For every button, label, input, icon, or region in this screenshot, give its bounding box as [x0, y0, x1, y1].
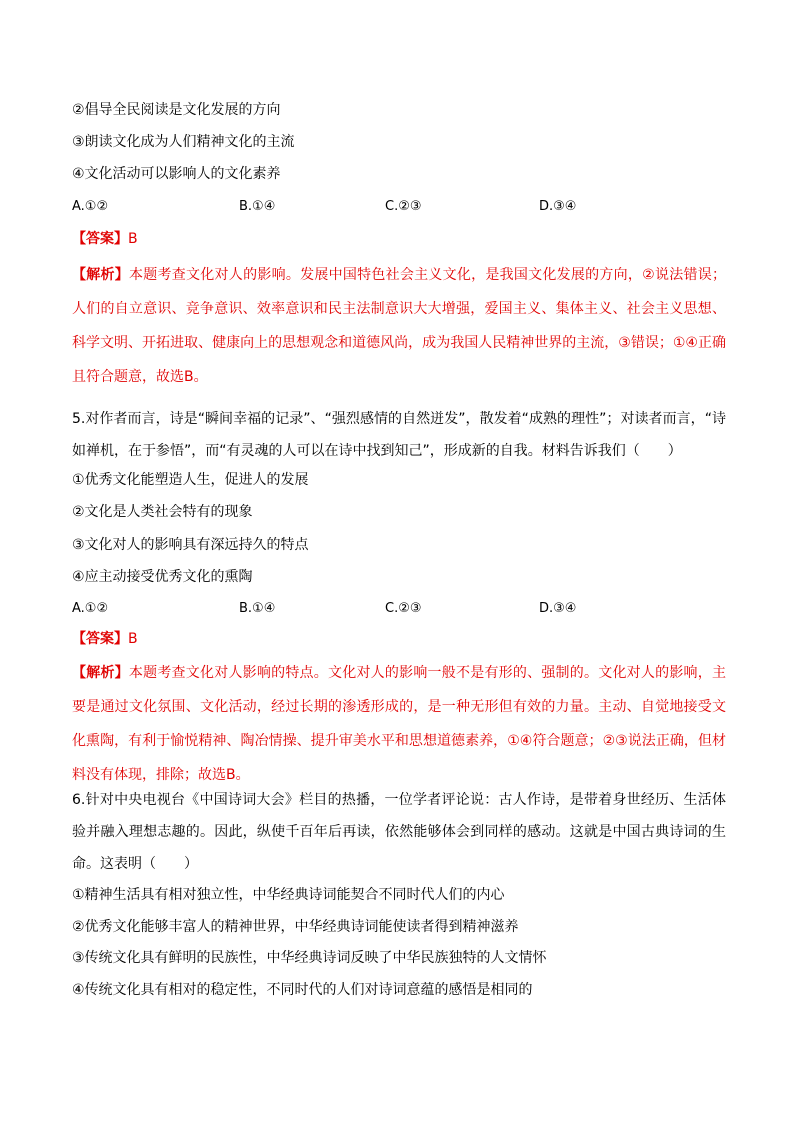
q5-stem: 5.对作者而言，诗是“瞬间幸福的记录”、“强烈感情的自然迸发”，散发着“成熟的理性”；对读者而言，“诗如禅机，在于参悟”，而“有灵魂的人可以在诗中找到知己”，形成新的自我。材料告诉我们（ ）	[72, 411, 726, 459]
q6-statement-3: ③传统文化具有鲜明的民族性，中华经典诗词反映了中华民族独特的人文情怀	[72, 950, 547, 966]
q5-option-c[interactable]: C.②③	[385, 601, 422, 616]
q4-analysis-text: 本题考查文化对人的影响。发展中国特色社会主义文化，是我国文化发展的方向，②说法错误；人们的自立意识、竞争意识、效率意识和民主法制意识大大增强，爱国主义、集体主义、社会主义思想、科学文明、开拓进取、健康向上的思想观念和道德风尚，成为我国人民精神世界的主流，③错误；①④正确且符合题意，故选B。	[72, 267, 727, 385]
q5-option-a[interactable]: A.①②	[72, 601, 109, 616]
q4-option-d[interactable]: D.③④	[539, 199, 577, 214]
q4-option-a[interactable]: A.①②	[72, 199, 109, 214]
q5-option-d[interactable]: D.③④	[539, 601, 577, 616]
q5-statement-2: ②文化是人类社会特有的现象	[72, 504, 253, 520]
q5-answer-label: 【答案】	[72, 631, 128, 647]
q4-answer-value: B	[128, 231, 138, 247]
q5-statement-3: ③文化对人的影响具有深远持久的特点	[72, 537, 309, 553]
q4-analysis	[72, 258, 726, 394]
q5-analysis-text: 本题考查文化对人影响的特点。文化对人的影响一般不是有形的、强制的。文化对人的影响，主要是通过文化氛围、文化活动，经过长期的渗透形成的，是一种无形但有效的力量。主动、自觉地接受文化熏陶，有利于愉悦精神、陶冶情操、提升审美水平和思想道德素养，①④符合题意；②③说法正确，但材料没有体现，排除；故选B。	[72, 665, 726, 783]
q4-answer	[72, 229, 138, 249]
q6-statement-2: ②优秀文化能够丰富人的精神世界，中华经典诗词能使读者得到精神滋养	[72, 919, 519, 935]
q4-option-c[interactable]: C.②③	[385, 199, 422, 214]
q4-option-b[interactable]: B.①④	[239, 199, 276, 214]
q4-answer-label: 【答案】	[72, 231, 128, 247]
q5-answer-value: B	[128, 631, 138, 647]
q5-statement-1: ①优秀文化能塑造人生，促进人的发展	[72, 472, 309, 488]
q4-statement-3: ③朗读文化成为人们精神文化的主流	[72, 134, 295, 150]
q6-stem: 6.针对中央电视台《中国诗词大会》栏目的热播，一位学者评论说：古人作诗，是带着身世经历、生活体验并融入理想志趣的。因此，纵使千百年后再读，依然能够体会到同样的感动。这就是中国古典诗词的生命。这表明（ ）	[72, 792, 726, 872]
q5-statement-4: ④应主动接受优秀文化的熏陶	[72, 569, 253, 585]
q5-options	[72, 599, 732, 619]
q4-statement-2: ②倡导全民阅读是文化发展的方向	[72, 102, 281, 118]
q5-answer	[72, 629, 138, 649]
q5-analysis-label: 【解析】	[72, 665, 129, 681]
q6-statement-1: ①精神生活具有相对独立性，中华经典诗词能契合不同时代人们的内心	[72, 887, 505, 903]
q5-analysis	[72, 656, 726, 792]
q4-options	[72, 197, 732, 217]
q5-option-b[interactable]: B.①④	[239, 601, 276, 616]
q6-statement-4: ④传统文化具有相对的稳定性，不同时代的人们对诗词意蕴的感悟是相同的	[72, 982, 533, 998]
q4-statement-4: ④文化活动可以影响人的文化素养	[72, 166, 281, 182]
q4-analysis-label: 【解析】	[72, 267, 130, 283]
